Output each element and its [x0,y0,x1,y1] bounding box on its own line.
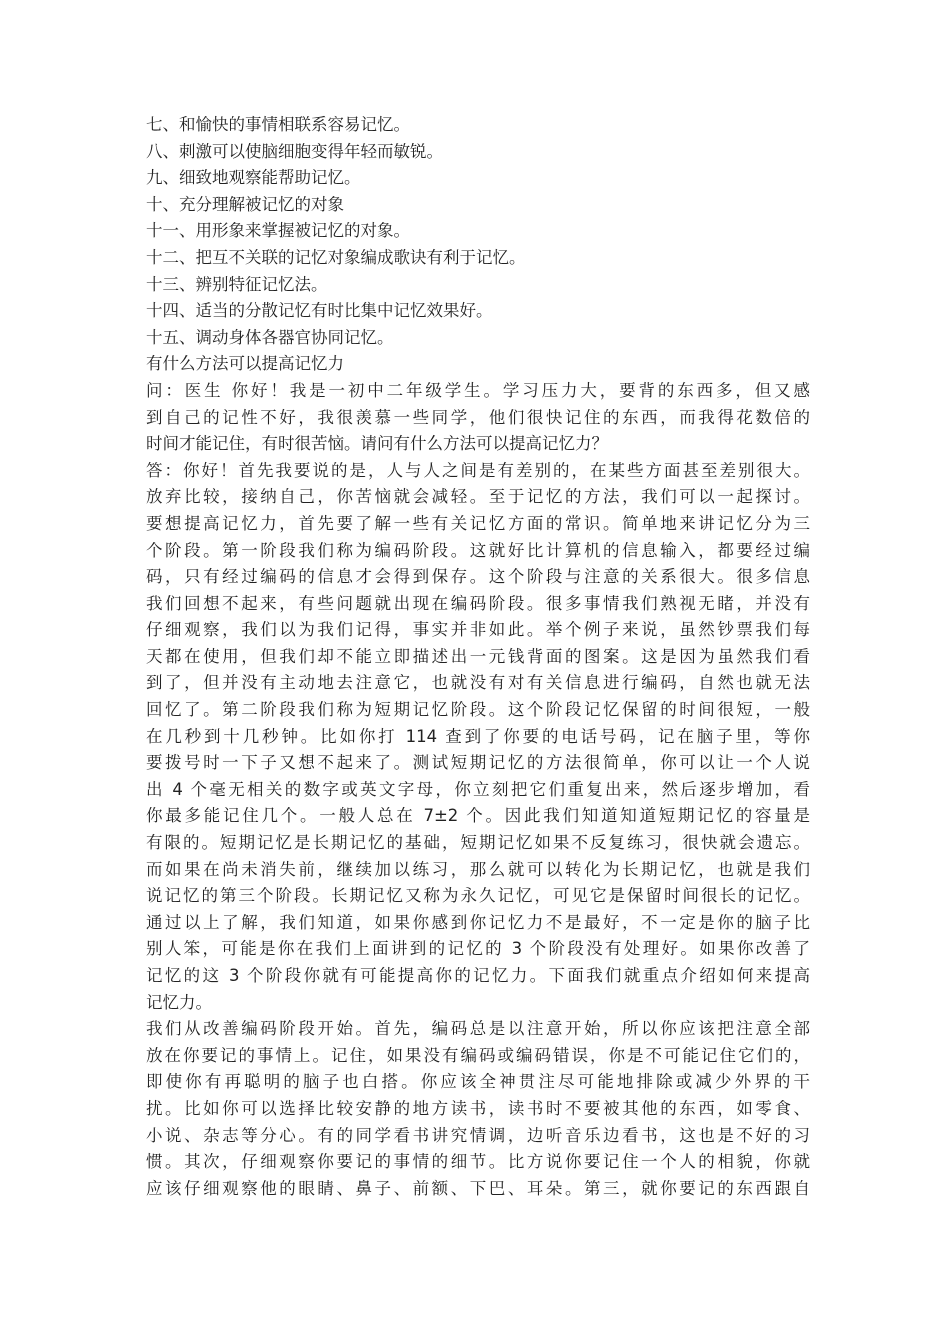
text-line: 时间才能记住，有时很苦恼。请问有什么方法可以提高记忆力？ [146,434,608,454]
text-line: 惯。其次，仔细观察你要记的事情的细节。比方说你要记住一个人的相貌，你就 [146,1152,810,1172]
document-page [146,112,810,1202]
text-line: 要想提高记忆力，首先要了解一些有关记忆方面的常识。简单地来讲记忆分为三 [146,513,810,533]
encoding-paragraph [146,1016,810,1202]
answer-paragraph [146,458,810,1016]
list-item: 十、充分理解被记忆的对象 [146,194,344,214]
text-line: 出 4 个毫无相关的数字或英文字母，你立刻把它们重复出来，然后逐步增加，看 [146,779,810,799]
list-item: 七、和愉快的事情相联系容易记忆。 [146,115,410,134]
text-line: 在几秒到十几秒钟。比如你打 114 查到了你要的电话号码，记在脑子里，等你 [146,726,810,746]
text-line: 放在你要记的事情上。记住，如果没有编码或编码错误，你是不可能记住它们的， [146,1045,810,1065]
text-line: 记忆的这 3 个阶段你就有可能提高你的记忆力。下面我们就重点介绍如何来提高 [146,966,810,985]
list-item: 八、刺激可以使脑细胞变得年轻而敏锐。 [146,141,443,161]
text-line: 即使你有再聪明的脑子也白搭。你应该全神贯注尽可能地排除或减少外界的干 [146,1072,810,1092]
list-item: 十一、用形象来掌握被记忆的对象。 [146,221,410,241]
text-line: 有限的。短期记忆是长期记忆的基础，短期记忆如果不反复练习，很快就会遗忘。 [146,833,810,853]
text-line: 天都在使用，但我们却不能立即描述出一元钱背面的图案。这是因为虽然我们看 [146,646,810,666]
text-line: 别人笨，可能是你在我们上面讲到的记忆的 3 个阶段没有处理好。如果你改善了 [146,939,810,959]
text-line: 答：你好！首先我要说的是，人与人之间是有差别的，在某些方面甚至差别很大。 [146,460,810,480]
list-item: 十三、辨别特征记忆法。 [146,274,328,294]
list-item: 十五、调动身体各器官协同记忆。 [146,327,394,347]
text-line: 放弃比较，接纳自己，你苦恼就会减轻。至于记忆的方法，我们可以一起探讨。 [146,487,810,507]
text-line: 个阶段。第一阶段我们称为编码阶段。这就好比计算机的信息输入，都要经过编 [146,540,810,560]
text-line: 仔细观察，我们以为我们记得，事实并非如此。举个例子来说，虽然钞票我们每 [146,620,810,640]
text-line: 小说、杂志等分心。有的同学看书讲究情调，边听音乐边看书，这也是不好的习 [146,1125,810,1145]
text-line: 问：医生 你好！我是一初中二年级学生。学习压力大，要背的东西多，但又感 [146,380,810,400]
text-line: 你最多能记住几个。一般人总在 7±2 个。因此我们知道知道短期记忆的容量是 [146,806,810,826]
question-paragraph [146,378,810,458]
text-line: 到自己的记性不好，我很羡慕一些同学，他们很快记住的东西，而我得花数倍的 [146,407,810,427]
text-line: 到了，但并没有主动地去注意它，也就没有对有关信息进行编码，自然也就无法 [146,673,810,693]
list-item: 九、细致地观察能帮助记忆。 [146,168,361,188]
list-item: 十四、适当的分散记忆有时比集中记忆效果好。 [146,301,493,321]
text-line: 应该仔细观察他的眼睛、鼻子、前额、下巴、耳朵。第三，就你要记的东西跟自 [146,1178,810,1198]
text-line: 要拨号时一下子又想不起来了。测试短期记忆的方法很简单，你可以让一个人说 [146,753,810,773]
text-line: 我们回想不起来，有些问题就出现在编码阶段。很多事情我们熟视无睹，并没有 [146,593,810,613]
text-line: 码，只有经过编码的信息才会得到保存。这个阶段与注意的关系很大。很多信息 [146,567,810,587]
text-line: 回忆了。第二阶段我们称为短期记忆阶段。这个阶段记忆保留的时间很短，一般 [146,700,810,720]
text-line: 说记忆的第三个阶段。长期记忆又称为永久记忆，可见它是保留时间很长的记忆。 [146,886,810,906]
list-item: 十二、把互不关联的记忆对象编成歌诀有利于记忆。 [146,247,526,267]
section-heading: 有什么方法可以提高记忆力 [146,354,344,374]
text-line: 通过以上了解，我们知道，如果你感到你记忆力不是最好，不一定是你的脑子比 [146,912,810,932]
text-line: 我们从改善编码阶段开始。首先，编码总是以注意开始，所以你应该把注意全部 [146,1019,810,1039]
text-line: 而如果在尚未消失前，继续加以练习，那么就可以转化为长期记忆，也就是我们 [146,859,810,879]
text-line: 记忆力。 [146,992,212,1012]
text-line: 扰。比如你可以选择比较安静的地方读书，读书时不要被其他的东西，如零食、 [146,1098,810,1118]
tips-list [146,112,810,351]
